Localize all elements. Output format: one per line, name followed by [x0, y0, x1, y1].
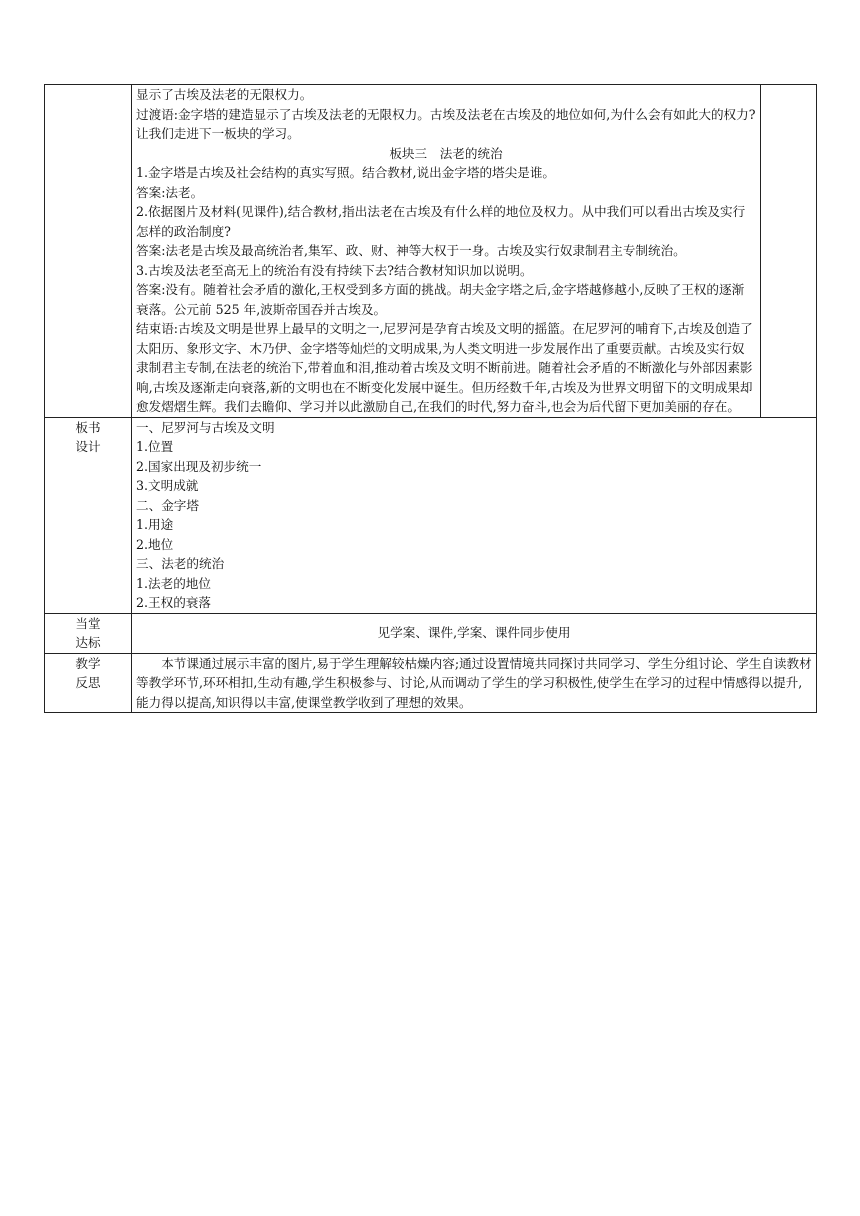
board-item: 1.用途: [136, 517, 174, 532]
question-2: 2.依据图片及材料(见课件),结合教材,指出法老在古埃及有什么样的地位及权力。从中我们可以看出古埃及实行怎样的政治制度?: [136, 204, 746, 239]
reflection-text: 本节课通过展示丰富的图片,易于学生理解较枯燥内容;通过设置情境共同探讨共同学习、学生分组讨论、学生自读教材等教学环节,环环相扣,生动有趣,学生积极参与、讨论,从而调动了学生的学习积极性,使学生在学习的过程中情感得以提升,能力得以提高,知识得以丰富,使课堂教学收到了理想的效果。: [136, 655, 812, 710]
label-line: 设计: [75, 439, 101, 454]
label-line: 当堂: [75, 615, 101, 631]
reflection-content: [132, 653, 817, 713]
process-row: [45, 85, 817, 418]
board-design-row: [45, 417, 817, 613]
answer-2: 答案:法老是古埃及最高统治者,集军、政、财、神等大权于一身。古埃及实行奴隶制君主专制统治。: [136, 243, 686, 258]
board-item: 1.位置: [136, 439, 174, 454]
practice-row: [45, 613, 817, 653]
lesson-plan-table: [44, 84, 817, 713]
board-item: 2.国家出现及初步统一: [136, 458, 262, 474]
board-item: 1.法老的地位: [136, 575, 211, 591]
practice-text: 见学案、课件,学案、课件同步使用: [377, 625, 571, 641]
question-1: 1.金字塔是古埃及社会结构的真实写照。结合教材,说出金字塔的塔尖是谁。: [136, 165, 556, 180]
board-design-content: [132, 417, 817, 613]
answer-1: 答案:法老。: [136, 184, 204, 200]
board-item: 3.文明成就: [136, 478, 199, 493]
practice-content: [132, 613, 817, 653]
reflection-row: [45, 653, 817, 713]
reflection-label: [45, 653, 132, 713]
board-item: 2.王权的衰落: [136, 595, 211, 610]
board-item: 一、尼罗河与古埃及文明: [136, 419, 275, 435]
label-line: 反思: [75, 675, 101, 690]
transition-paragraph: 过渡语:金字塔的建造显示了古埃及法老的无限权力。古埃及法老在古埃及的地位如何,为什么会有如此大的权力?让我们走进下一板块的学习。: [136, 106, 756, 141]
label-line: 板书: [75, 419, 101, 435]
closing-paragraph: 结束语:古埃及文明是世界上最早的文明之一,尼罗河是孕育古埃及文明的摇篮。在尼罗河的哺育下,古埃及创造了太阳历、象形文字、木乃伊、金字塔等灿烂的文明成果,为人类文明进一步发展作出了重要贡献。古埃及实行奴隶制君主专制,在法老的统治下,带着血和泪,推动着古埃及文明不断前进。随着社会矛盾的不断激化与外部因素影响,古埃及逐渐走向衰落,新的文明也在不断变化发展中诞生。但历经数千年,古埃及为世界文明留下的文明成果却愈发熠熠生辉。我们去瞻仰、学习并以此激励自己,在我们的时代,努力奋斗,也会为后代留下更加美丽的存在。: [136, 321, 753, 414]
answer-3: 答案:没有。随着社会矛盾的激化,王权受到多方面的挑战。胡夫金字塔之后,金字塔越修越小,反映了王权的逐渐衰落。公元前 525 年,波斯帝国吞并古埃及。: [136, 282, 745, 317]
label-line: 教学: [75, 655, 101, 671]
question-3: 3.古埃及法老至高无上的统治有没有持续下去?结合教材知识加以说明。: [136, 262, 533, 278]
board-item: 2.地位: [136, 536, 174, 552]
process-line: 显示了古埃及法老的无限权力。: [136, 87, 313, 102]
process-label-cell: [45, 85, 132, 418]
board-item: 三、法老的统治: [136, 556, 225, 571]
label-line: 达标: [75, 635, 101, 650]
board-design-label: [45, 417, 132, 613]
board-item: 二、金字塔: [136, 497, 199, 513]
process-content-cell: [132, 85, 761, 418]
practice-label: [45, 613, 132, 653]
section-title: 板块三 法老的统治: [389, 145, 503, 161]
process-notes-cell: [761, 85, 817, 418]
